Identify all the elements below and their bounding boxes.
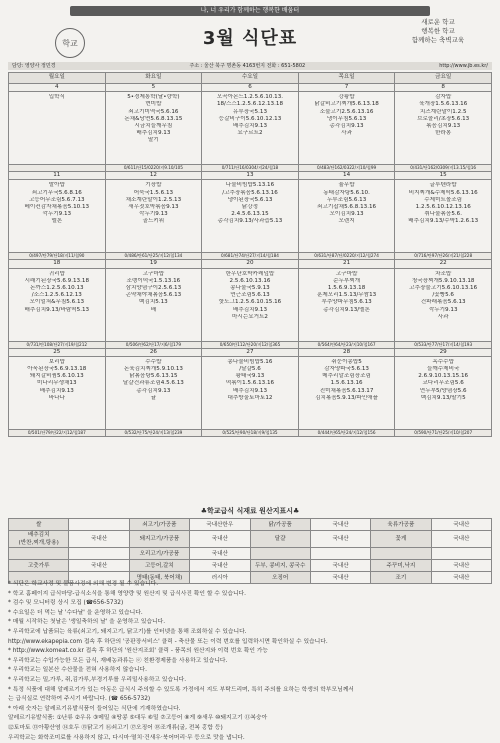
day-number: 19 xyxy=(105,260,202,268)
origin-cell: 국내산 xyxy=(190,560,250,572)
menu-item: 요구르트2 xyxy=(203,130,297,137)
menu-item: 백김치9.13/딸기5 xyxy=(396,395,490,402)
menu-item: 대추방울토마토12 xyxy=(203,395,297,402)
menu-item: 치즈계란말이1.2.5 xyxy=(396,109,490,116)
menu-item: 코다리무조림5.6 xyxy=(396,380,490,387)
menu-item: 미나리무생채13 xyxy=(10,380,104,387)
menu-item: 비지찌개&수제떡5.6.13.16 xyxy=(396,190,490,197)
day-number: 12 xyxy=(105,172,202,180)
origin-cell: 국내산 xyxy=(431,519,491,531)
origin-cell: 러시아 xyxy=(190,572,250,584)
nutrition-cell: 0/431/단162/0309/지13.15/철16 xyxy=(395,165,492,172)
meal-cell xyxy=(298,356,395,429)
menu-item: 훈제오리1.5.13/무쌈13 xyxy=(300,292,394,299)
menu-item: 현미밥 xyxy=(107,101,201,108)
menu-item: 배추김치9.13 xyxy=(203,123,297,130)
menu-item: 동태감자탕5.6.10. xyxy=(300,190,394,197)
origin-row xyxy=(9,531,492,548)
day-number: 25 xyxy=(9,348,106,356)
date-row xyxy=(9,348,492,356)
menu-item: 돈채&당면5.6.8.13.15 xyxy=(107,116,201,123)
weekday-header: 수요일 xyxy=(202,73,299,84)
menu-item: 냉이무침5.6.13 xyxy=(300,116,394,123)
nutrition-row xyxy=(9,165,492,172)
nutrition-cell: 0/650/탄112/단20/지12/철365 xyxy=(202,341,299,348)
menu-item: 달걀건과류조림4.5.6.13 xyxy=(107,380,201,387)
meal-cell xyxy=(395,180,492,253)
note-line: * http://www.komeat.co.kr 접속 후 하단의 '원산지조회' 클릭 - 품목의 원산지와 이력 번호 확인 가능 xyxy=(8,647,494,657)
nutrition-cell: 0/533/탄77/단17/지14/철193 xyxy=(395,341,492,348)
menu-item: 연근조림5.6.13 xyxy=(203,292,297,299)
origin-cell: 배추김치 (반찬,찌개,탕용) xyxy=(9,531,69,548)
menu-item: 발아밥 xyxy=(10,182,104,189)
origin-row xyxy=(9,519,492,531)
menu-item: 김치볶음5.9.13/파인애플 xyxy=(300,395,394,402)
meal-cell xyxy=(202,92,299,165)
menu-item: 냉이된장국5.6.13 xyxy=(203,197,297,204)
address-phone: 주소 : 울산 북구 명촌동 4163번지 전화 : 651-5802 xyxy=(190,62,306,70)
menu-item: 삼치양념구이2.5.6.13 xyxy=(107,285,201,292)
origin-cell: 국내산한우 xyxy=(190,519,250,531)
origin-cell: 고등어,갈치 xyxy=(129,560,189,572)
note-line: * 우리학교는 수입가능한 모든 급식, 재배농과류는 ⓔ 친환경제품을 사용하고 있습니다. xyxy=(8,657,494,667)
origin-cell: 국내산 xyxy=(310,519,370,531)
menu-item: 오이얼쳐&무침5.6.13 xyxy=(10,299,104,306)
origin-cell xyxy=(69,519,129,531)
menu-item: 오이김치9.13 xyxy=(300,211,394,218)
school-slogan xyxy=(388,18,488,45)
menu-item: /꽃빵5.6 xyxy=(396,292,490,299)
menu-item: 쥐눈이콩밥5 xyxy=(300,359,394,366)
origin-cell xyxy=(9,548,69,560)
menu-item: 감자양파국5.6.13 xyxy=(300,366,394,373)
menu-item: 순두부찌개 xyxy=(300,278,394,285)
menu-item: 고등어무조림5.6.7.13 xyxy=(10,197,104,204)
menu-item: 닭볶음탕5.6.13.15 xyxy=(107,373,201,380)
meal-row xyxy=(9,92,492,165)
menu-item: 수제미트볼조림 xyxy=(396,197,490,204)
meal-cell xyxy=(395,356,492,429)
nutrition-cell: 0/506/탄62/단17/지6/철179 xyxy=(105,341,202,348)
origin-cell: 국내산 xyxy=(190,531,250,548)
menu-item: /달걀5.6 xyxy=(203,366,297,373)
menu-item: 배추김치9.13 xyxy=(203,388,297,395)
menu-item: 소불고기2.5.6.13.16 xyxy=(300,109,394,116)
menu-item: 두부조림5.6.13 xyxy=(300,197,394,204)
menu-item: 조랭이떡국1.5.13.16 xyxy=(107,278,201,285)
origin-row xyxy=(9,560,492,572)
menu-item: 마시는요거트2 xyxy=(203,314,297,321)
nutrition-cell: 0/501/단79/단22/지12/철187 xyxy=(9,429,106,436)
school-motto-banner: 나, 너 우리가 함께하는 행복한 배움터 xyxy=(70,6,430,16)
origin-cell: 명태(동태, 북어채) xyxy=(129,572,189,584)
slogan-line: 행복한 학교 xyxy=(388,27,488,36)
nutrition-cell: 0/711/단16/0304/지24/철18 xyxy=(202,165,299,172)
meal-cell xyxy=(202,356,299,429)
note-line: 는 급식실로 연락하여 주시기 바랍니다. (☎ 656-5732) xyxy=(8,695,494,705)
day-number: 14 xyxy=(298,172,395,180)
day-number: 20 xyxy=(202,260,299,268)
menu-item: 깍두기9.13 xyxy=(396,307,490,314)
menu-item: 고구마밥 xyxy=(107,271,201,278)
origin-cell: 고춧가루 xyxy=(9,560,69,572)
school-logo-icon: 학교 xyxy=(55,28,85,58)
menu-item: 연두부5/양념장5.6 xyxy=(396,388,490,395)
menu-item: 유부장국5.13 xyxy=(203,109,297,116)
nutrition-cell: 0/590/단71/단25/지10/철207 xyxy=(395,429,492,436)
day-number: 27 xyxy=(202,348,299,356)
weekday-header: 화요일 xyxy=(105,73,202,84)
note-line: http://www.ekapepia.com 접속 후 하단의 '공판장서비스' 클릭 - 축산물 또는 이력 번호를 입력하시면 확인하실 수 있습니다. xyxy=(8,638,494,648)
origin-cell xyxy=(371,548,431,560)
nutrition-cell: 0/681/단74/단27/지14/철184 xyxy=(202,253,299,260)
day-number: 21 xyxy=(298,260,395,268)
menu-item: 차조밥 xyxy=(396,271,490,278)
menu-item: 깍두기9.13 xyxy=(10,211,104,218)
meal-cell xyxy=(105,92,202,165)
menu-item: 청국장찌개5.9.10.13.18 xyxy=(396,278,490,285)
menu-item: 18/스스1.2.5.6.12.13.18 xyxy=(203,101,297,108)
menu-item: 떡볶이1.5.6.13.16 xyxy=(203,380,297,387)
nutrition-cell: 0/631/단87/단/0220/지12/철274 xyxy=(298,253,395,260)
menu-item: 채소계란말이1.2.5.13 xyxy=(107,197,201,204)
nutrition-cell xyxy=(9,165,106,172)
menu-item: 고구마밥 xyxy=(300,271,394,278)
menu-item: 오렌지 xyxy=(300,218,394,225)
meal-row xyxy=(9,180,492,253)
menu-item: 닭갈비고기찌개5.6.13.18 xyxy=(300,101,394,108)
menu-item: 배추김치9.13/바람떡5.13 xyxy=(10,307,104,314)
nutrition-cell: 0/444/단65/단24/지12/철156 xyxy=(298,429,395,436)
menu-item: 2.5.6.10.13.16 xyxy=(203,278,297,285)
meal-calendar-table xyxy=(8,72,492,437)
origin-cell: 닭/가공품 xyxy=(250,519,310,531)
menu-item: 2.4.5.6.13.15 xyxy=(203,211,297,218)
menu-item: /소스1.2.5.6.12.13 xyxy=(10,292,104,299)
menu-item: 베이컨감자채볶음5.10.13 xyxy=(10,204,104,211)
origin-cell: 돼지고기/가공품 xyxy=(129,531,189,548)
menu-item: 시금치들깨무침 xyxy=(107,123,201,130)
day-number: 7 xyxy=(298,84,395,92)
nutrition-cell: 0/483/단162/0322/지10/철99 xyxy=(298,165,395,172)
menu-item: 쇠고기무국5.6.8.16 xyxy=(10,190,104,197)
menu-item: 총각김치9.13/멜론 xyxy=(300,307,394,314)
origin-cell xyxy=(310,548,370,560)
origin-cell: 조기 xyxy=(371,572,431,584)
menu-item: 귤 xyxy=(107,395,201,402)
menu-item: 시래기된장국5.6.9.13.18 xyxy=(10,278,104,285)
day-number: 29 xyxy=(395,348,492,356)
origin-cell: 두부, 콩비지, 콩국수 xyxy=(250,560,310,572)
note-line: * 특정 식품에 대해 알레르기가 있는 아동은 급식시 주의할 수 있도록 가정에서 지도 부탁드리며, 특히 주의를 요하는 학생의 학부모님께서 xyxy=(8,686,494,696)
menu-item: /고추장볶음5.6.13.16 xyxy=(203,190,297,197)
origin-cell: 꽃게 xyxy=(371,531,431,548)
note-line: * 학교 홈페이지 급식마당-급식소식을 통해 영양량 및 원산지 및 급식사진 확인 할 수 있습니다. xyxy=(8,590,494,600)
meal-cell xyxy=(298,180,395,253)
nutrition-cell: 0/486/탄61/단25/지12/철134 xyxy=(105,253,202,260)
menu-item: 글루텐라밥 xyxy=(396,182,490,189)
note-line: * 아래 숫자는 알레르기유발식품이 들어있는 식단에 기재하였습니다. xyxy=(8,705,494,715)
nutrition-cell: 0/532/단75/단24/지13/철239 xyxy=(105,429,202,436)
note-line: * 검수 및 모니터링 상시 모집 (☎656-5732) xyxy=(8,599,494,609)
origin-row xyxy=(9,548,492,560)
weekday-header: 목요일 xyxy=(298,73,395,84)
slogan-line: 새로운 학교 xyxy=(388,18,488,27)
day-number: 15 xyxy=(395,172,492,180)
menu-item: 고추장불고기5.6.10.13.16 xyxy=(396,285,490,292)
menu-item: 1.5.6.9.13.18 xyxy=(300,285,394,292)
menu-item: 핫도그1.2.5.6.10.15.16 xyxy=(203,299,297,306)
menu-item: 5•경제통학(날•량학) xyxy=(107,94,201,101)
dietitian-label: 담당: 영양사 정민경 xyxy=(12,62,56,70)
nutrition-cell: 0/611/단15/0220/지9.10/105 xyxy=(105,165,202,172)
menu-item: 돈까스1.2.5.6.10.13 xyxy=(10,285,104,292)
origin-cell: 국내산 xyxy=(310,531,370,548)
meal-cell xyxy=(298,268,395,341)
nutrition-cell: 0/497/탄79/단18/지11/철90 xyxy=(9,253,106,260)
slogan-line: 함께하는 축벽교육 xyxy=(388,36,488,45)
menu-item: 기장밥 xyxy=(107,182,201,189)
origin-table xyxy=(8,518,492,584)
nutrition-row xyxy=(9,253,492,260)
day-number: 6 xyxy=(202,84,299,92)
menu-item: 배추김치9.13/수박1.2.6.13 xyxy=(396,218,490,225)
menu-item: 보리밥 xyxy=(10,359,104,366)
origin-cell xyxy=(69,548,129,560)
nutrition-cell: 0/716/탄97/단26/지21/철228 xyxy=(395,253,492,260)
meal-row xyxy=(9,268,492,341)
origin-cell: 쌀 xyxy=(9,519,69,531)
note-line: ⑫토마토 ⑬아황산염 ⑭호두 ⑮닭고기 ⑯쇠고기 ⑰오징어 ⑱조개류(굴, 전복 홍합 등) xyxy=(8,724,494,734)
meal-cell xyxy=(9,92,106,165)
menu-item: 곤약채야채볶음5.6.13 xyxy=(107,292,201,299)
origin-cell: 국내산 xyxy=(69,531,129,548)
origin-cell: 달걀 xyxy=(250,531,310,548)
origin-cell: 쇠고기/가공품 xyxy=(129,519,189,531)
date-row xyxy=(9,260,492,268)
day-number: 4 xyxy=(9,84,106,92)
menu-item: 사과 xyxy=(300,130,394,137)
origin-cell: 육류가공품 xyxy=(371,519,431,531)
origin-cell xyxy=(250,548,310,560)
meal-cell xyxy=(298,92,395,165)
menu-item: 들깨수제비국 xyxy=(396,366,490,373)
menu-item: 배추김치9.13 xyxy=(107,130,201,137)
day-number: 13 xyxy=(202,172,299,180)
note-line: * 수요일은 더 먹는 날 '수다날' 을 운영하고 있습니다. xyxy=(8,609,494,619)
note-line: * 매월 시작하는 첫날은 '생일축하의 날' 을 운영하고 있습니다. xyxy=(8,618,494,628)
menu-item: 백김치5.13 xyxy=(107,299,201,306)
menu-item: 한우단호박카레덮밥 xyxy=(203,271,297,278)
nutrition-cell: 0/731/탄108/단27/지19/철212 xyxy=(9,341,106,348)
menu-item: 부추양파무침5.6.13 xyxy=(300,299,394,306)
nutrition-cell: 0/525/단90/단18/지9/철135 xyxy=(202,429,299,436)
date-row xyxy=(9,84,492,92)
menu-item: 사과 xyxy=(396,314,490,321)
date-row xyxy=(9,172,492,180)
menu-item: 쇠고기미역국5.6.16 xyxy=(107,109,201,116)
origin-cell: 국내산 xyxy=(190,548,250,560)
menu-item: 진미채볶음5.6.13.17 xyxy=(300,388,394,395)
note-line: * 우리학교는 밀,가루, 쥐,김가루,부경기루를 우리밀사용하고 있습니다. xyxy=(8,676,494,686)
menu-item: 강황밥 xyxy=(300,94,394,101)
note-line: * 우리학교는 일본산 수산물을 전혀 사용하지 않습니다. xyxy=(8,666,494,676)
menu-item: 볶음김치9.13 xyxy=(396,123,490,130)
nutrition-row xyxy=(9,429,492,436)
day-number: 8 xyxy=(395,84,492,92)
menu-item: 귀리밥 xyxy=(10,271,104,278)
weekday-header: 금요일 xyxy=(395,73,492,84)
menu-item: 깍두기9.13 xyxy=(107,211,201,218)
menu-item: 돈육김치찌개5.9.10.13 xyxy=(107,366,201,373)
origin-title: ♣학교급식 식재료 원산지표시♣ xyxy=(8,507,492,516)
origin-cell: 오리고기/가공품 xyxy=(129,548,189,560)
origin-cell: 국내산 xyxy=(69,560,129,572)
menu-item: 브로콜리/초장5.6.13 xyxy=(396,116,490,123)
meal-cell xyxy=(105,356,202,429)
nutrition-row xyxy=(9,341,492,348)
weekday-header-row xyxy=(9,73,492,84)
meal-cell xyxy=(9,268,106,341)
note-line: * 식단은 학교사정 및 물품사정에 의해 변경 될 수 있습니다. xyxy=(8,580,494,590)
origin-cell: 주꾸미,낙지 xyxy=(371,560,431,572)
menu-item: 오곡아몬드1.2.5.6.10.13. xyxy=(203,94,297,101)
menu-item: 돼지갈비찜5.6.10.13 xyxy=(10,373,104,380)
menu-item: 멜론 xyxy=(10,218,104,225)
page-title: 3월 식단표 xyxy=(140,24,360,50)
note-line: 알레르기유발식품: ①난류 ②우유 ③메밀 ④땅콩 ⑤대두 ⑥밀 ⑦고등어 ⑧게 ⑨새우 ⑩돼지고기 ⑪복숭아 xyxy=(8,714,494,724)
menu-item: 1.5.6.13.16 xyxy=(300,380,394,387)
menu-item: 총각김치9.13 xyxy=(300,123,394,130)
day-number: 5 xyxy=(105,84,202,92)
day-number: 18 xyxy=(9,260,106,268)
meal-cell xyxy=(202,180,299,253)
meal-cell xyxy=(9,180,106,253)
menu-item: 2.6.9.10.13.15.16 xyxy=(396,373,490,380)
origin-cell: 오징어 xyxy=(250,572,310,584)
menu-item: 콩나물비빔밥5.16 xyxy=(203,359,297,366)
day-number: 26 xyxy=(105,348,202,356)
menu-item: 육개장1.5.6.13.16 xyxy=(396,101,490,108)
menu-item: 새우젓호박볶음9.13 xyxy=(107,204,201,211)
meal-cell xyxy=(202,268,299,341)
menu-item: 쇠고기잡채5.6.8.13.16 xyxy=(300,204,394,211)
menu-item: 총각김치9.13/사과즙5.13 xyxy=(203,218,297,225)
contact-info-bar xyxy=(8,62,492,70)
menu-item: 옥수수밥 xyxy=(396,359,490,366)
day-number: 28 xyxy=(298,348,395,356)
meal-cell xyxy=(395,268,492,341)
menu-item: 취나물볶음5.6. xyxy=(396,211,490,218)
meal-cell xyxy=(105,268,202,341)
menu-item: 아욱된장국5.6.9.13.18 xyxy=(10,366,104,373)
menu-item: 율무밥 xyxy=(300,182,394,189)
menu-item: 1.2.5.6.10.12.13.16 xyxy=(396,204,490,211)
origin-cell: 국내산 xyxy=(310,560,370,572)
menu-item: 총각김치9.13 xyxy=(107,388,201,395)
menu-item: 수수밥 xyxy=(107,359,201,366)
menu-item: 황태국9.13 xyxy=(203,373,297,380)
meal-row xyxy=(9,356,492,429)
origin-cell: 국내산 xyxy=(431,560,491,572)
meal-cell xyxy=(395,92,492,165)
menu-item: 어묵국1.5.6.13 xyxy=(107,190,201,197)
menu-item: 나물비빔밥5.13.16 xyxy=(203,182,297,189)
website-link[interactable]: http://www.jb.es.kr/ xyxy=(439,62,488,70)
day-number: 22 xyxy=(395,260,492,268)
origin-cell: 국내산 xyxy=(310,572,370,584)
menu-item: 바나나 xyxy=(10,395,104,402)
menu-item: 닭강정 xyxy=(203,204,297,211)
menu-item: 콩나물국5.9.13 xyxy=(203,285,297,292)
menu-item: 입학식 xyxy=(10,94,104,101)
menu-item: 골드키위 xyxy=(107,218,201,225)
meal-cell xyxy=(9,356,106,429)
meal-cell xyxy=(105,180,202,253)
menu-item: 감자밥 xyxy=(396,94,490,101)
menu-item: 딸기 xyxy=(107,137,201,144)
note-line: 우리학교는 화학조미료를 사용하지 않고, 다시마·멸치·건새우·북어머리·무 등으로 맛을 냅니다. xyxy=(8,734,494,743)
menu-item: 메추리알조림장조림 xyxy=(300,373,394,380)
origin-cell: 국내산 xyxy=(431,531,491,548)
notes-section xyxy=(8,580,494,743)
origin-cell xyxy=(431,548,491,560)
menu-item: 배추김치9.13 xyxy=(10,388,104,395)
menu-item: 배추김치9.13 xyxy=(203,307,297,314)
menu-item: 등갈비구이5.6.10.12.13 xyxy=(203,116,297,123)
day-number: 11 xyxy=(9,172,106,180)
origin-cell: 국내산 xyxy=(431,572,491,584)
menu-item: 건파래볶음5.6.13 xyxy=(396,299,490,306)
menu-item: 한라봉 xyxy=(396,130,490,137)
note-line: * 우리학교에 납품되는 육류(쇠고기, 돼지고기, 닭고기)를 인터넷을 통해 조회하실 수 있습니다. xyxy=(8,628,494,638)
weekday-header: 월요일 xyxy=(9,73,106,84)
menu-item: 배 xyxy=(107,307,201,314)
nutrition-cell: 0/564/탄64/단23/지10/철167 xyxy=(298,341,395,348)
